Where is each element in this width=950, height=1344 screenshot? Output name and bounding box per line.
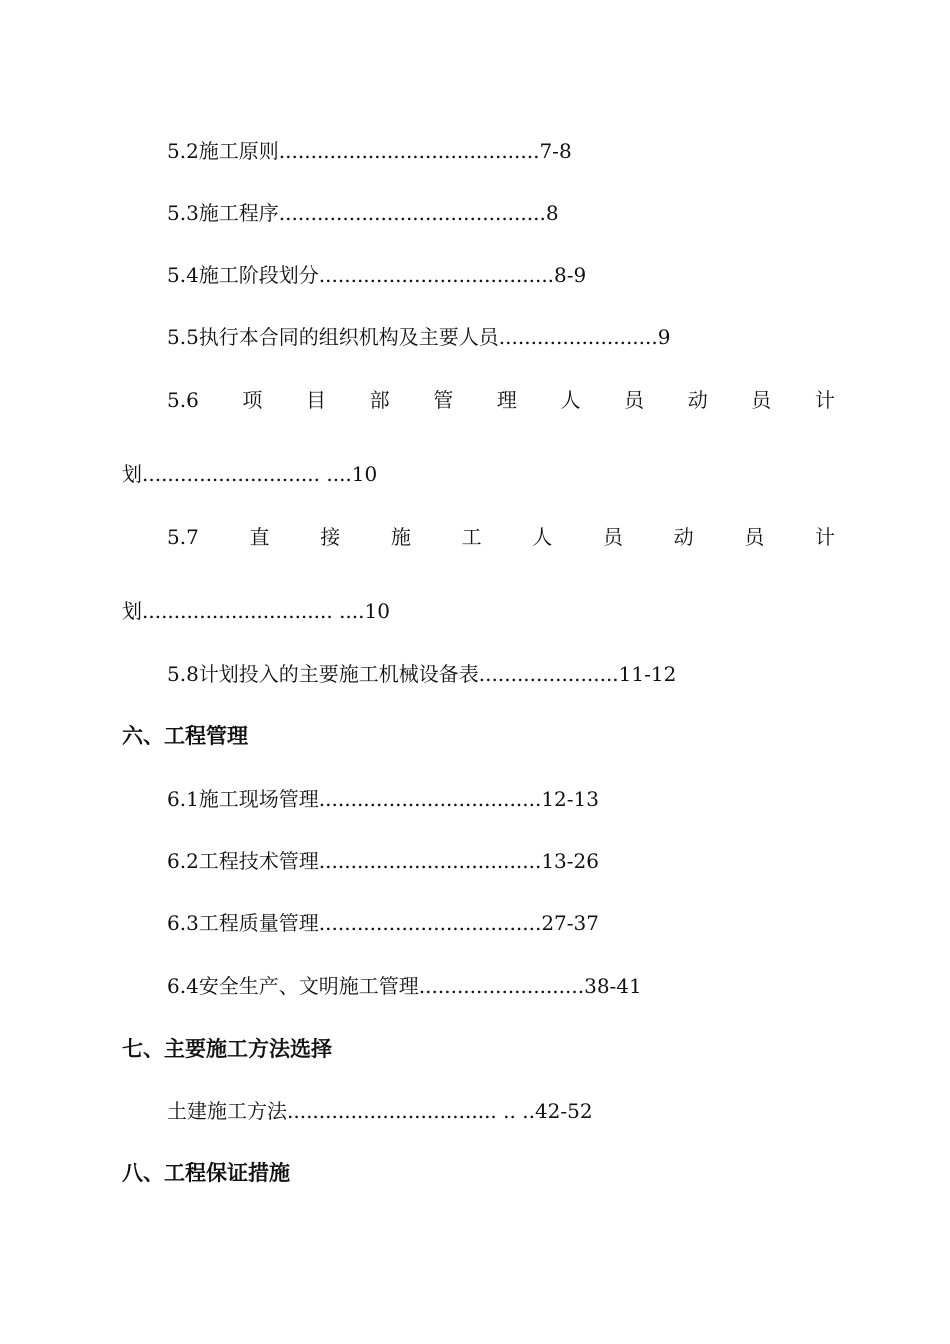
toc-entry-5-7-continuation[interactable]: 划.............................. ....10 — [122, 599, 390, 623]
toc-entry-civil-construction[interactable]: 土建施工方法................................. .. ..42-52 — [167, 1099, 593, 1123]
toc-entry-5-6-part: 项 — [242, 388, 263, 412]
toc-entry-5-7-part: 人 — [532, 525, 553, 549]
toc-entry-5-6-part: 目 — [306, 388, 327, 412]
section-heading-8[interactable]: 八、工程保证措施 — [122, 1161, 290, 1185]
toc-entry-5-6-part: 5.6 — [167, 388, 199, 412]
toc-entry-6-2[interactable]: 6.2工程技术管理...................................13-26 — [167, 849, 599, 873]
toc-entry-5-5[interactable]: 5.5执行本合同的组织机构及主要人员.........................9 — [167, 325, 671, 349]
toc-entry-5-6-part: 员 — [624, 388, 645, 412]
toc-entry-5-6-continuation[interactable]: 划............................ ....10 — [122, 462, 378, 486]
toc-entry-5-8[interactable]: 5.8计划投入的主要施工机械设备表......................11-12 — [167, 662, 677, 686]
toc-entry-5-6-part: 管 — [433, 388, 454, 412]
toc-entry-5-6-part: 员 — [751, 388, 772, 412]
toc-entry-6-3[interactable]: 6.3工程质量管理...................................27-37 — [167, 911, 599, 935]
toc-entry-5-7-part: 5.7 — [167, 525, 199, 549]
toc-entry-5-6-part: 理 — [496, 388, 517, 412]
toc-entry-5-7-part: 工 — [461, 525, 482, 549]
toc-entry-6-1[interactable]: 6.1施工现场管理...................................12-13 — [167, 787, 599, 811]
section-heading-6[interactable]: 六、工程管理 — [122, 724, 248, 748]
toc-entry-5-7-part: 接 — [320, 525, 341, 549]
toc-entry-5-4[interactable]: 5.4施工阶段划分.....................................8-9 — [167, 263, 587, 287]
toc-entry-5-7-spread[interactable] — [167, 525, 835, 549]
toc-entry-5-3[interactable]: 5.3施工程序..........................................8 — [167, 201, 559, 225]
toc-entry-5-7-part: 直 — [249, 525, 270, 549]
toc-entry-5-6-part: 动 — [687, 388, 708, 412]
toc-entry-5-7-part: 施 — [390, 525, 411, 549]
toc-entry-6-4[interactable]: 6.4安全生产、文明施工管理..........................38-41 — [167, 974, 642, 998]
toc-entry-5-7-part: 员 — [744, 525, 765, 549]
toc-entry-5-2[interactable]: 5.2施工原则.........................................7-8 — [167, 139, 572, 163]
toc-entry-5-7-part: 计 — [815, 525, 835, 549]
toc-entry-5-6-part: 部 — [369, 388, 390, 412]
toc-entry-5-6-part: 计 — [814, 388, 835, 412]
toc-entry-5-6-part: 人 — [560, 388, 581, 412]
section-heading-7[interactable]: 七、主要施工方法选择 — [122, 1037, 332, 1061]
toc-entry-5-7-part: 员 — [602, 525, 623, 549]
toc-entry-5-7-part: 动 — [673, 525, 694, 549]
toc-entry-5-6-spread[interactable] — [167, 388, 835, 412]
